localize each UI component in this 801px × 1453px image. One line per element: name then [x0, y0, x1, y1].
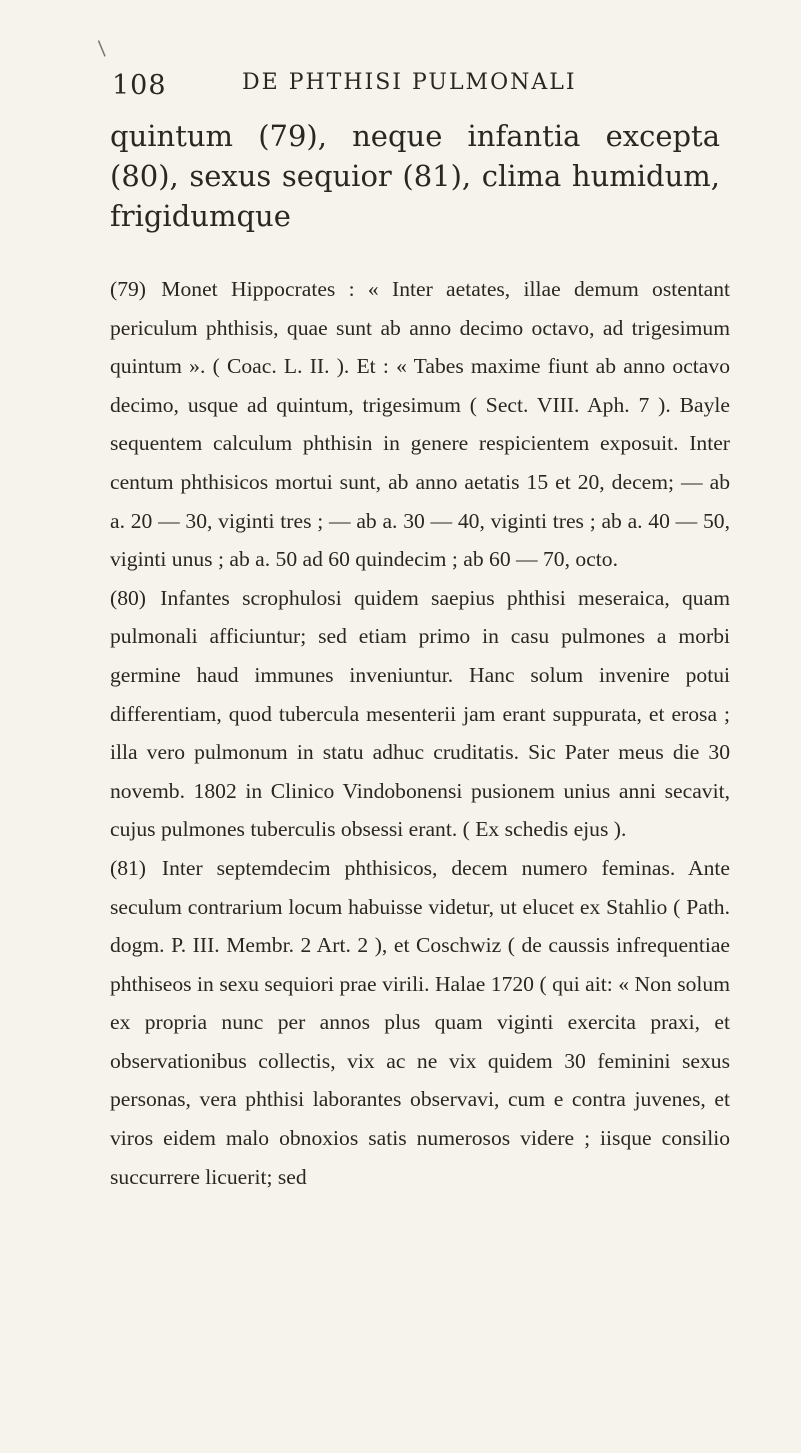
footnote-label: (81) — [110, 855, 146, 880]
page-number: 108 — [112, 70, 167, 101]
footnote-81 — [110, 849, 730, 1196]
footnote-80 — [110, 579, 730, 849]
footnote-label: (80) — [110, 585, 146, 610]
main-paragraph: quintum (79), neque infantia excepta (80), sexus sequior (81), clima humidum, frigidumque — [110, 119, 720, 233]
footnote-text: Infantes scrophulosi quidem saepius phthisi meseraica, quam pulmonali afficiuntur; sed etiam primo in casu pulmones a morbi germine haud immunes inveniuntur. Hanc solum invenire potui differentiam, quod tubercula mesenterii jam erant suppurata, et erosa ; illa vero pulmonum in statu adhuc cruditatis. Sic Pater meus die 30 novemb. 1802 in Clinico Vindobonensi pusionem unius anni secavit, cujus pulmones tuberculis obsessi erant. ( Ex schedis ejus ). — [110, 585, 730, 842]
footnote-text: Inter septemdecim phthisicos, decem numero feminas. Ante seculum contrarium locum habuisse videtur, ut elucet ex Stahlio ( Path. dogm. P. III. Membr. 2 Art. 2 ), et Coschwiz ( de caussis infrequentiae phthiseos in sexu sequiori prae virili. Halae 1720 ( qui ait: « Non solum ex propria nunc per annos plus quam viginti exercita praxi, et observationibus collectis, vix ac ne vix quidem 30 feminini sexus personas, vera phthisi laborantes observavi, cum e contra juvenes, et viros eidem malo obnoxios satis numerosos videre ; iisque consilio succurrere licuerit; sed — [110, 855, 730, 1189]
main-text — [110, 116, 720, 236]
footnote-text: Monet Hippocrates : « Inter aetates, illae demum ostentant periculum phthisis, quae sunt ab anno decimo octavo, ad trigesimum quintum ». ( Coac. L. II. ). Et : « Tabes maxime fiunt ab anno octavo decimo, usque ad quintum, trigesimum ( Sect. VIII. Aph. 7 ). Bayle sequentem calculum phthisin in genere respicientem exposuit. Inter centum phthisicos mortui sunt, ab anno aetatis 15 et 20, decem; — ab a. 20 — 30, viginti tres ; — ab a. 30 — 40, viginti tres ; ab a. 40 — 50, viginti unus ; ab a. 50 ad 60 quindecim ; ab 60 — 70, octo. — [110, 277, 730, 572]
footnote-79 — [110, 270, 730, 579]
margin-mark: / — [91, 36, 112, 60]
footnote-label: (79) — [110, 277, 146, 301]
running-title: DE PHTHISI PULMONALI — [242, 70, 577, 95]
footnotes — [110, 270, 730, 1196]
